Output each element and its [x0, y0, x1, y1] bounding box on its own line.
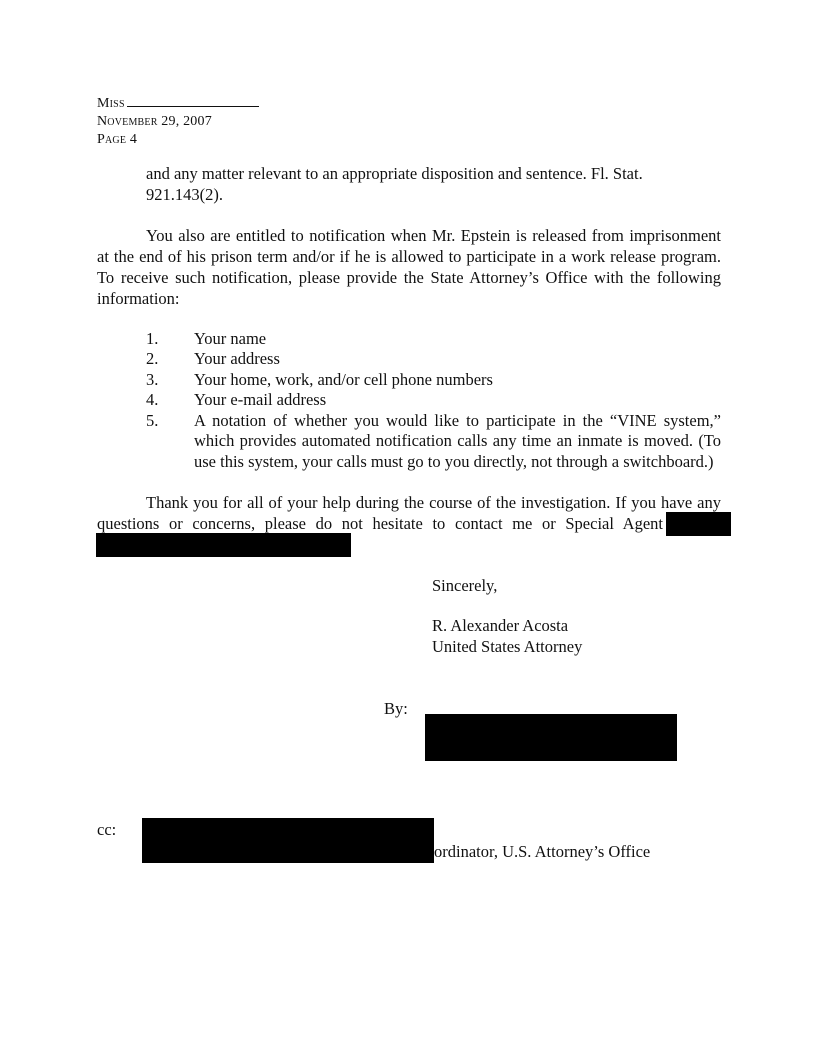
redaction-agent-name-cont: [96, 533, 351, 557]
thanks-line-1: Thank you for all of your help during the course of the investigation. If you have any: [146, 493, 721, 512]
list-item-number: 4.: [146, 390, 159, 409]
list-item-text: Your e-mail address: [194, 390, 327, 409]
by-label: By:: [384, 699, 408, 718]
header-page-number: Page 4: [97, 132, 138, 147]
header-date: November 29, 2007: [97, 114, 212, 129]
recipient-blank-line: [127, 96, 259, 107]
continuation-line-2: 921.143(2).: [146, 185, 223, 204]
header-recipient: [97, 95, 259, 113]
header-recipient-label: Miss: [97, 96, 125, 111]
redaction-cc-recipient: [142, 818, 434, 863]
list-item-number: 3.: [146, 370, 159, 389]
signer-name: R. Alexander Acosta: [432, 616, 569, 635]
list-item-number: 5.: [146, 411, 159, 430]
list-item-5-continuation-2: use this system, your calls must go to you directly, not through a switchboard.): [194, 452, 714, 471]
notification-line-1: You also are entitled to notification when Mr. Epstein is released from imprisonment: [146, 226, 721, 245]
list-item-text: Your address: [194, 349, 280, 368]
list-item-number: 2.: [146, 349, 159, 368]
continuation-line-1: and any matter relevant to an appropriate disposition and sentence. Fl. Stat.: [146, 164, 643, 183]
redaction-agent-name: [666, 512, 731, 536]
list-item-text: Your home, work, and/or cell phone numbers: [194, 370, 493, 389]
list-item-number: 1.: [146, 329, 159, 348]
notification-line-2: at the end of his prison term and/or if he is allowed to participate in a work release program.: [97, 247, 721, 266]
notification-line-3: To receive such notification, please provide the State Attorney’s Office with the following: [97, 268, 721, 287]
notification-line-4: information:: [97, 289, 180, 308]
closing-salutation: Sincerely,: [432, 576, 498, 595]
list-item-text: A notation of whether you would like to participate in the “VINE system,”: [194, 411, 721, 430]
cc-label: cc:: [97, 820, 117, 839]
signer-title: United States Attorney: [432, 637, 583, 656]
list-item-text: Your name: [194, 329, 267, 348]
redaction-signature: [425, 714, 677, 761]
list-item-5-continuation-1: which provides automated notification calls any time an inmate is moved. (To: [194, 431, 721, 450]
cc-recipient-text: ordinator, U.S. Attorney’s Office: [434, 842, 651, 861]
thanks-line-2: questions or concerns, please do not hesitate to contact me or Special Agent: [97, 514, 663, 533]
